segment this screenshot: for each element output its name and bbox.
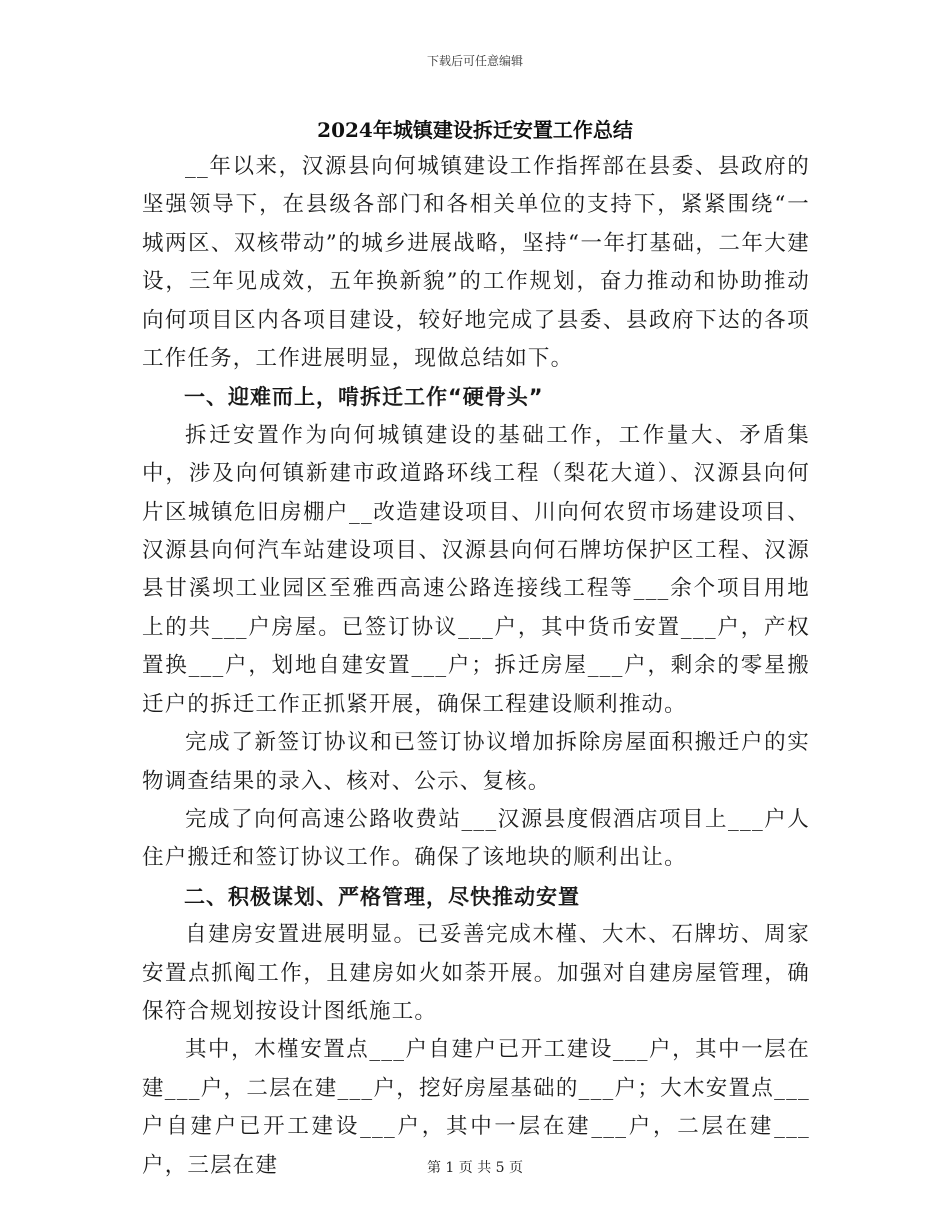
document-title: 2024年城镇建设拆迁安置工作总结 bbox=[317, 118, 633, 142]
paragraph-survey: 完成了新签订协议和已签订协议增加拆除房屋面积搬迁户的实物调查结果的录入、核对、公示、复核。 bbox=[142, 730, 810, 794]
paragraph-resettlement-sites: 其中，木槿安置点___户自建户已开工建设___户，其中一层在建___户，二层在建___户，挖好房屋基础的___户；大木安置点___户自建户已开工建设___户，其中一层在建___户，二层在建___户，三层在建 bbox=[142, 1037, 810, 1178]
paragraph-toll-station: 完成了向何高速公路收费站___汉源县度假酒店项目上___户人住户搬迁和签订协议工作。确保了该地块的顺利出让。 bbox=[142, 806, 810, 871]
section-heading-2: 二、积极谋划、严格管理，尽快推动安置 bbox=[184, 884, 580, 909]
paragraph-self-build: 自建房安置进展明显。已妥善完成木槿、大木、石牌坊、周家安置点抓阄工作，且建房如火如荼开展。加强对自建房屋管理，确保符合规划按设计图纸施工。 bbox=[142, 922, 810, 1024]
page-header-note: 下载后可任意编辑 bbox=[426, 54, 523, 68]
paragraph-demolition: 拆迁安置作为向何城镇建设的基础工作，工作量大、矛盾集中，涉及向何镇新建市政道路环线工程（梨花大道）、汉源县向何片区城镇危旧房棚户__改造建设项目、川向何农贸市场建设项目、汉源县向何汽车站建设项目、汉源县向何石牌坊保护区工程、汉源县甘溪坝工业园区至雅西高速公路连接线工程等___余个项目用地上的共___户房屋。已签订协议___户，其中货币安置___户，产权置换___户，划地自建安置___户；拆迁房屋___户，剩余的零星搬迁户的拆迁工作正抓紧开展，确保工程建设顺利推动。 bbox=[142, 422, 810, 717]
page-number: 第 1 页 共 5 页 bbox=[426, 1160, 524, 1176]
document-body bbox=[142, 148, 810, 1185]
paragraph-intro: __年以来，汉源县向何城镇建设工作指挥部在县委、县政府的坚强领导下，在县级各部门和各相关单位的支持下，紧紧围绕“一城两区、双核带动”的城乡进展战略，坚持“一年打基础，二年大建设，三年见成效，五年换新貌”的工作规划，奋力推动和协助推动向何项目区内各项目建设，较好地完成了县委、县政府下达的各项工作任务，工作进展明显，现做总结如下。 bbox=[142, 154, 810, 372]
section-heading-1: 一、迎难而上，啃拆迁工作“硬骨头” bbox=[184, 385, 544, 410]
